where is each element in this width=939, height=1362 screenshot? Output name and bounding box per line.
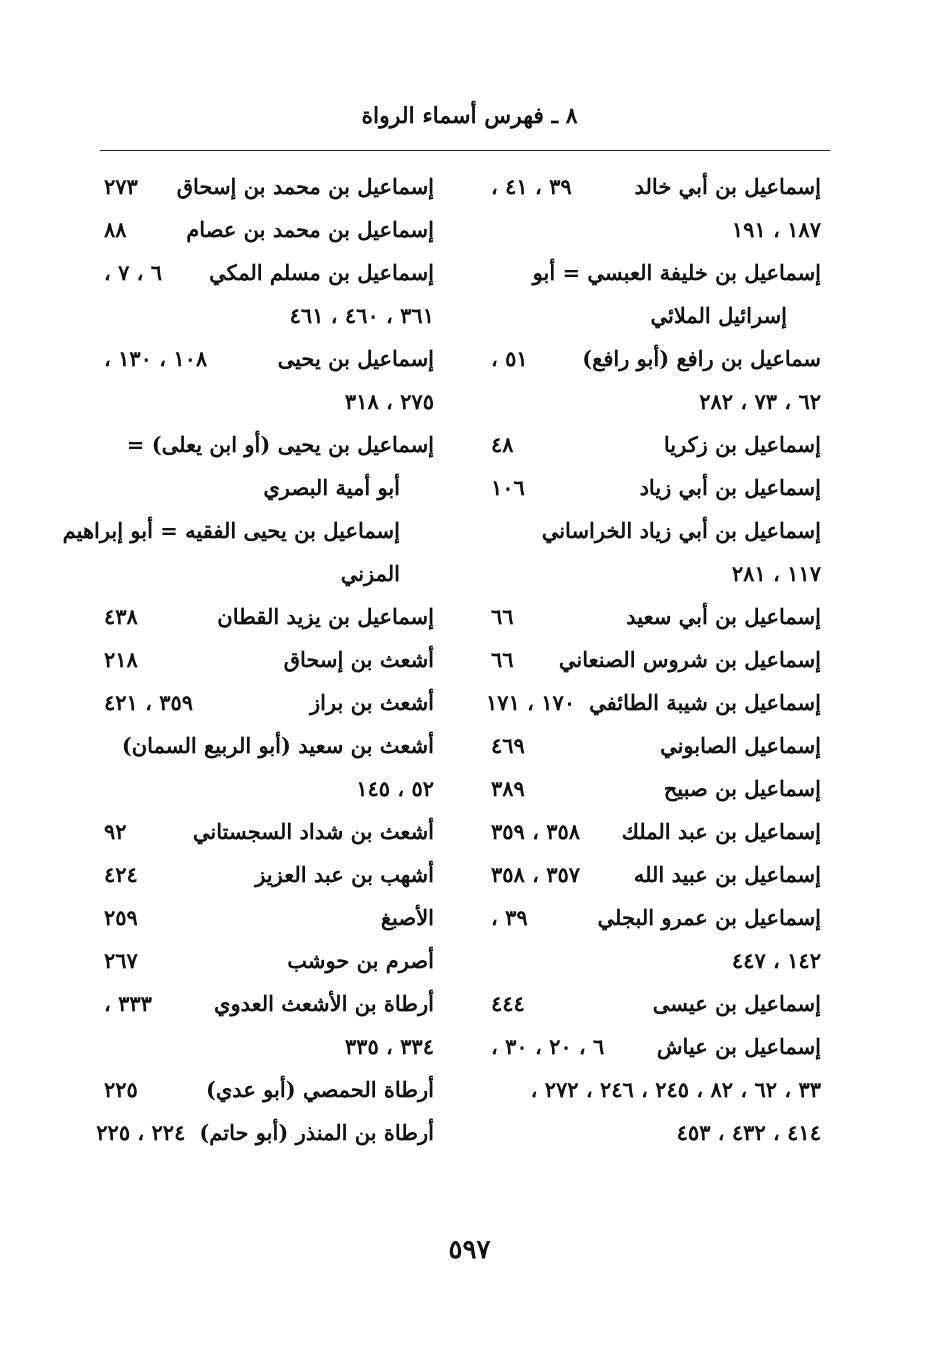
narrator-name: إسماعيل بن زكريا	[663, 432, 821, 457]
page-references: ٦٢ ، ٧٣ ، ٢٨٢	[699, 389, 821, 414]
page-references: ٤٦٩	[491, 733, 525, 758]
narrator-name: إسماعيل بن عياش	[656, 1034, 821, 1059]
page-references: ٢٢٤ ، ٢٢٥	[96, 1120, 186, 1145]
page-references: ١١٧ ، ٢٨١	[731, 561, 821, 586]
page-references: ٢١٨	[104, 647, 138, 672]
page-references: ٢٧٥ ، ٣١٨	[344, 389, 434, 414]
index-line	[104, 638, 434, 681]
index-line	[491, 638, 821, 681]
index-line	[491, 1068, 821, 1111]
index-line	[491, 208, 821, 251]
narrator-name: إسماعيل الصابوني	[660, 733, 821, 758]
index-line	[491, 165, 821, 208]
index-line	[104, 724, 434, 767]
page-references: ٦ ، ٢٠ ، ٣٠ ،	[491, 1034, 605, 1059]
narrator-name: إسماعيل بن أبي سعيد	[626, 604, 821, 629]
index-line	[104, 337, 434, 380]
page-references: ٥١ ،	[491, 346, 528, 371]
page-references: ٣٨٩	[491, 776, 525, 801]
page-references: ٩٢	[104, 819, 127, 844]
narrator-name: إسماعيل بن عبد الملك	[621, 819, 821, 844]
narrator-name: أشعث بن إسحاق	[283, 647, 434, 672]
index-line	[104, 810, 434, 853]
narrator-name: أرطاة الحمصي (أبو عدي)	[205, 1077, 434, 1102]
page-references: ٤٨	[491, 432, 514, 457]
index-line	[104, 853, 434, 896]
narrator-name: أرطاة بن الأشعث العدوي	[214, 991, 434, 1016]
index-line	[491, 767, 821, 810]
index-line	[491, 896, 821, 939]
index-line	[491, 251, 821, 294]
page-references: ٦٦	[491, 647, 514, 672]
page-references: ٣٣٣ ،	[104, 991, 152, 1016]
page-references: ٣٥٧ ، ٣٥٨	[491, 862, 581, 887]
narrator-name: إسرائيل الملائي	[650, 303, 787, 328]
index-line	[104, 552, 434, 595]
page-references: ٤٢٤	[104, 862, 138, 887]
narrator-name: أصرم بن حوشب	[287, 948, 434, 973]
page-references: ٣٩ ، ٤١ ،	[491, 174, 572, 199]
index-line	[104, 896, 434, 939]
narrator-name: إسماعيل بن يحيى (أو ابن يعلى) =	[126, 432, 434, 457]
page-references: ٢٢٥	[104, 1077, 138, 1102]
page-references: ٦٦	[491, 604, 514, 629]
narrator-name: إسماعيل بن شيبة الطائفي	[589, 690, 821, 715]
narrator-name: أشعث بن شداد السجستاني	[192, 819, 434, 844]
narrator-name: إسماعيل بن أبي خالد	[634, 174, 821, 199]
index-line	[104, 1068, 434, 1111]
index-line	[104, 423, 434, 466]
page-references: ٢٧٣	[104, 174, 138, 199]
page-references: ٣٣٤ ، ٣٣٥	[344, 1034, 434, 1059]
index-line	[491, 1025, 821, 1068]
narrator-name: إسماعيل بن أبي زياد	[639, 475, 821, 500]
narrator-name: إسماعيل بن عبيد الله	[633, 862, 821, 887]
narrator-name: المزني	[340, 561, 400, 586]
page-references: ٢٦٧	[104, 948, 138, 973]
index-line	[96, 1111, 434, 1154]
narrator-name: الأصبغ	[380, 905, 434, 930]
narrator-name: إسماعيل بن خليفة العبسي = أبو	[532, 260, 821, 285]
index-line	[491, 853, 821, 896]
index-line	[491, 595, 821, 638]
index-line	[62, 509, 434, 552]
narrator-name: سماعيل بن رافع (أبو رافع)	[582, 346, 821, 371]
narrator-name: أشعث بن سعيد (أبو الربيع السمان)	[121, 733, 434, 758]
narrator-name: أشعث بن براز	[309, 690, 434, 715]
index-line	[486, 681, 821, 724]
index-line	[104, 294, 434, 337]
page-references: ٣٦١ ، ٤٦٠ ، ٤٦١	[289, 303, 434, 328]
page-number: ٥٩٧	[448, 1235, 491, 1265]
page-references: ٤٤٤	[491, 991, 525, 1016]
page-references: ٦ ، ٧ ،	[104, 260, 163, 285]
narrator-name: إسماعيل بن محمد بن عصام	[186, 217, 434, 242]
page-references: ٥٢ ، ١٤٥	[356, 776, 434, 801]
index-line	[104, 165, 434, 208]
index-line	[491, 509, 821, 552]
narrator-name: إسماعيل بن أبي زياد الخراساني	[541, 518, 821, 543]
page-references: ٤٣٨	[104, 604, 138, 629]
index-line	[491, 724, 821, 767]
narrator-name: إسماعيل بن عيسى	[652, 991, 821, 1016]
index-line	[491, 423, 821, 466]
index-line	[491, 552, 821, 595]
index-line	[104, 939, 434, 982]
index-column-right	[486, 165, 821, 1165]
narrator-name: أشهب بن عبد العزيز	[255, 862, 434, 887]
narrator-name: إسماعيل بن شروس الصنعاني	[558, 647, 821, 672]
index-line	[491, 380, 821, 423]
narrator-name: أبو أمية البصري	[263, 475, 400, 500]
index-line	[104, 681, 434, 724]
page-references: ٢٥٩	[104, 905, 138, 930]
page-references: ١٨٧ ، ١٩١	[731, 217, 821, 242]
header-divider	[100, 150, 830, 151]
index-column-left	[62, 165, 434, 1165]
page-references: ١٤٢ ، ٤٤٧	[731, 948, 821, 973]
index-line	[491, 337, 821, 380]
narrator-name: إسماعيل بن صبيح	[663, 776, 821, 801]
narrator-name: إسماعيل بن محمد بن إسحاق	[176, 174, 434, 199]
index-line	[491, 810, 821, 853]
narrator-name: إسماعيل بن يحيى	[277, 346, 434, 371]
narrator-name: إسماعيل بن عمرو البجلي	[597, 905, 821, 930]
narrator-name: أرطاة بن المنذر (أبو حاتم)	[199, 1120, 434, 1145]
index-line	[104, 595, 434, 638]
index-line	[491, 294, 821, 337]
index-line	[104, 1025, 434, 1068]
index-line	[104, 208, 434, 251]
page-title: ٨ ـ فهرس أسماء الرواة	[361, 103, 578, 129]
page-references: ١٠٨ ، ١٣٠ ،	[104, 346, 208, 371]
index-line	[491, 939, 821, 982]
index-line	[104, 380, 434, 423]
page-references: ٣٣ ، ٦٢ ، ٨٢ ، ٢٤٥ ، ٢٤٦ ، ٢٧٢ ،	[530, 1077, 821, 1102]
page-references: ٨٨	[104, 217, 127, 242]
page-references: ٣٥٩ ، ٤٢١	[104, 690, 194, 715]
page-references: ١٧٠ ، ١٧١	[486, 690, 576, 715]
narrator-name: إسماعيل بن مسلم المكي	[209, 260, 434, 285]
index-line	[491, 1111, 821, 1154]
index-line	[104, 466, 434, 509]
index-line	[104, 251, 434, 294]
page-references: ١٠٦	[491, 475, 525, 500]
index-line	[104, 767, 434, 810]
index-line	[491, 466, 821, 509]
page-references: ٤١٤ ، ٤٣٢ ، ٤٥٣	[676, 1120, 821, 1145]
narrator-name: إسماعيل بن يزيد القطان	[217, 604, 434, 629]
narrator-name: إسماعيل بن يحيى الفقيه = أبو إبراهيم	[62, 518, 400, 543]
page-references: ٣٥٨ ، ٣٥٩	[491, 819, 581, 844]
index-line	[491, 982, 821, 1025]
index-line	[104, 982, 434, 1025]
page-references: ٣٩ ،	[491, 905, 528, 930]
